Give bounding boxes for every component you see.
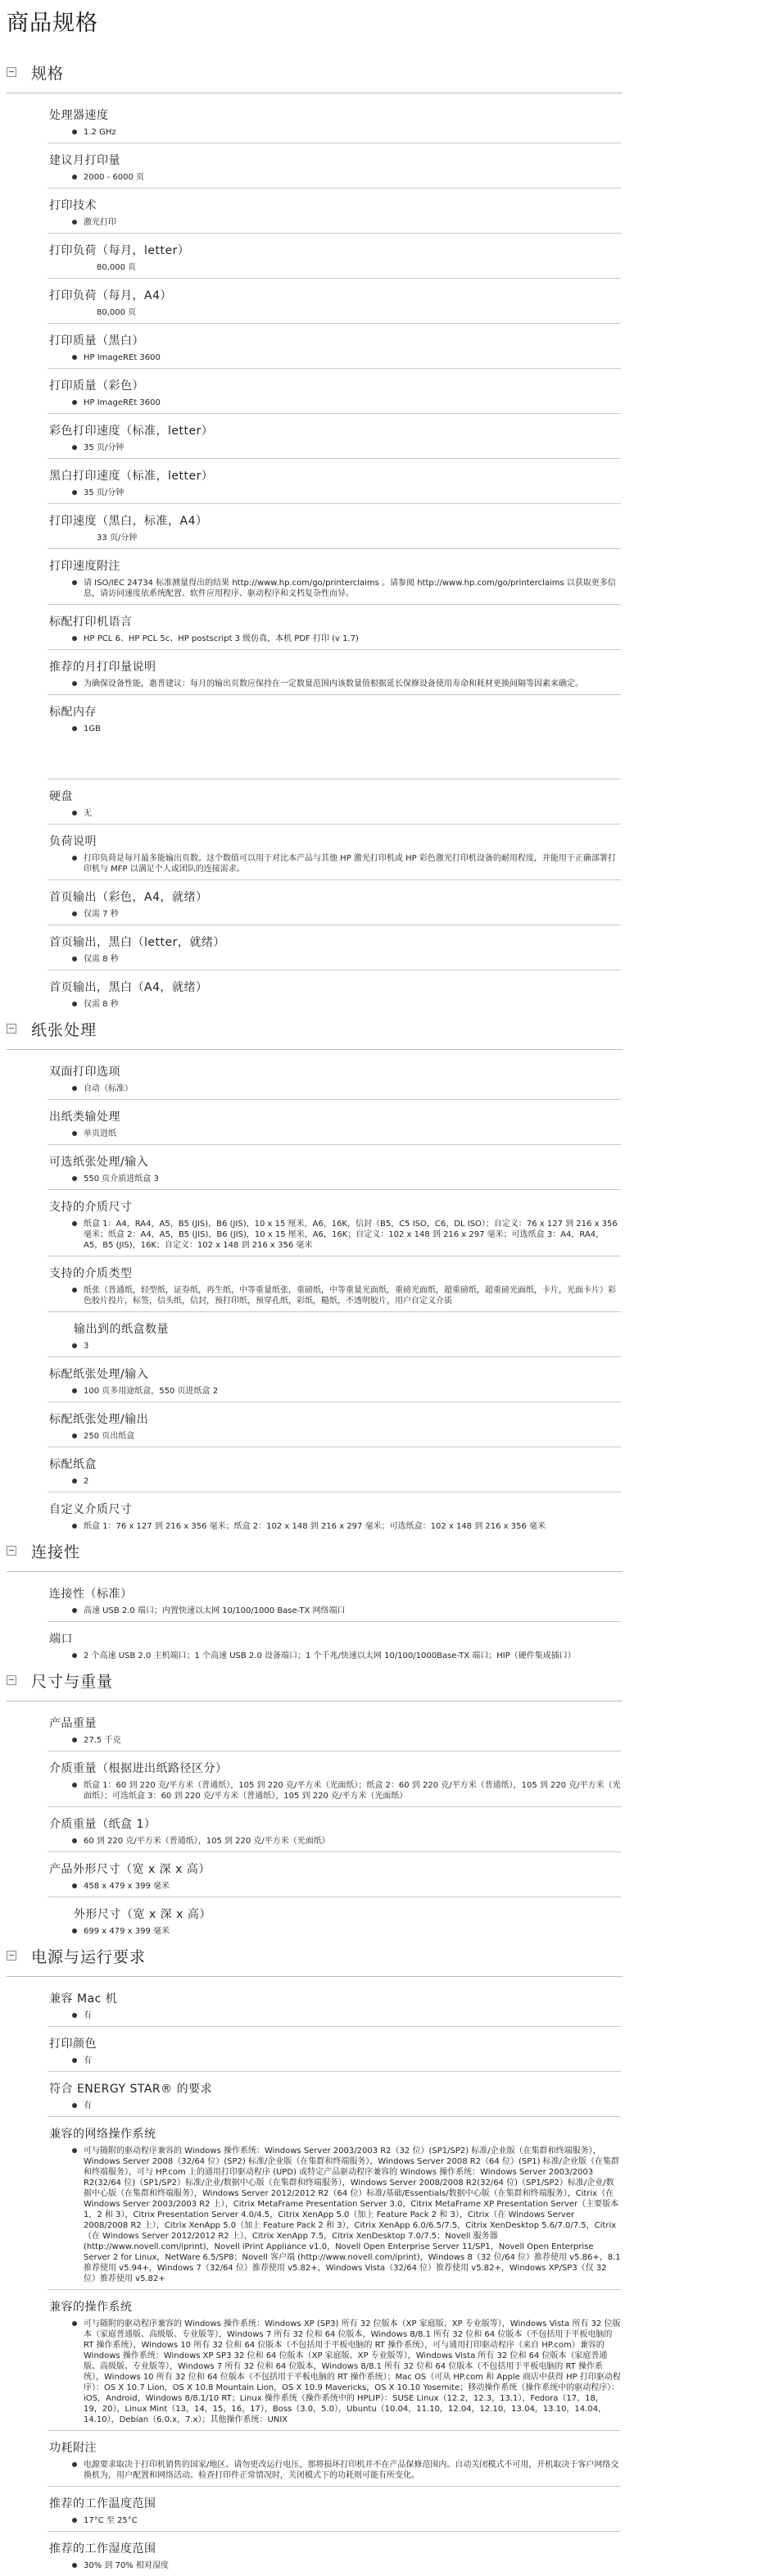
bullet-icon <box>72 1738 77 1742</box>
spec-value-text: 35 页/分钟 <box>84 443 125 452</box>
spec-value-text: 100 页多用途纸盒，550 页进纸盒 2 <box>84 1387 219 1396</box>
bullet-icon <box>72 726 77 731</box>
bullet-icon <box>72 1524 77 1529</box>
spec-label: 出纸类输处理 <box>49 1111 120 1124</box>
spec-value-text: 80,000 页 <box>97 263 137 272</box>
spec-value-text: 699 x 479 x 399 毫米 <box>84 1927 170 1936</box>
spec-label: 标配纸张处理/输出 <box>49 1413 149 1426</box>
spec-label: 打印质量（彩色） <box>49 379 144 393</box>
spec-value-text: 可与随附的驱动程序兼容的 Windows 操作系统：Windows XP (SP3) 所有 32 位版本（XP 家庭版、XP 专业版等），Windows Vista 所有 32 位版本（家庭普通版、高级版、专业版等），Windows 7 所有 32 位和 64 位版本，Windows 8/8.1 所有 32 位和 64 位版本（不包括用于平板电脑的 RT 操作系统），Windows 10 所有 32 位和 64 位版本（不包括用于平板电脑的 RT 操作系统），可与通用打印驱动程序（来自 HP.com）兼容的 Windows 操作系统：Windows XP SP3 32 位和 64 位版本（XP 家庭版、XP 专业版等），Windows Vista 所有 32 位和 64 位版本（家庭普通版、高级版、专业版等），Windows 7 所有 32 位和 64 位版本，Windows 8/8.1 所有 32 位和 64 位版本（不包括用于平板电脑的 RT 操作系统），Windows 10 所有 32 位和 64 位版本（不包括用于平板电脑的 RT 操作系统）；Mac OS（可从 HP.com 和 Apple 商店中获得 HP 打印驱动程序）：OS X 10.7 Lion，OS X 10.8 Mountain Lion，OS X 10.9 Mavericks，OS X 10.10 Yosemite；移动操作系统（操作系统中的驱动程序）：iOS，Android，Windows 8/8.1/10 RT；Linux 操作系统（操作系统中的 HPLIP）：SUSE Linux（12.2，12.3，13.1），Fedora（17，18，19，20），Linux Mint（13，14，15，16，17），Boss（3.0，5.0），Ubuntu（10.04，11.10，12.04，12.10，13.04，13.10，14.04，14.10），Debian（6.0.x，7.x）；其他操作系统：UNIX <box>84 2319 621 2424</box>
spec-label: 打印技术 <box>49 199 97 212</box>
bullet-icon <box>72 355 77 360</box>
section-title: 连接性 <box>31 1542 81 1561</box>
spec-label: 符合 ENERGY STAR® 的要求 <box>49 2083 213 2096</box>
section-header[interactable] <box>7 58 642 86</box>
spec-row <box>48 189 621 234</box>
bullet-icon <box>72 490 77 495</box>
spec-value <box>49 172 621 183</box>
section-divider <box>7 1976 623 1977</box>
spec-label: 双面打印选项 <box>49 1065 120 1079</box>
spec-label: 产品重量 <box>49 1717 97 1730</box>
spec-label: 兼容 Mac 机 <box>49 1992 118 2006</box>
bullet-icon <box>72 129 77 134</box>
spec-value <box>49 1084 621 1094</box>
spec-value <box>49 2460 621 2481</box>
spec-row <box>48 1312 621 1357</box>
spec-label: 打印负荷（每月，A4） <box>49 289 172 302</box>
spec-label: 负荷说明 <box>49 835 97 848</box>
bullet-icon <box>72 856 77 861</box>
bullet-icon <box>72 1343 77 1348</box>
spec-value <box>49 443 621 453</box>
spec-value-text: 仅需 8 秒 <box>84 1000 119 1009</box>
spec-row <box>48 2532 621 2576</box>
spec-value <box>49 127 621 138</box>
spec-label: 硬盘 <box>49 790 73 803</box>
spec-value-text: 打印负荷是每月最多能输出页数。这个数值可以用于对比本产品与其他 HP 激光打印机或 HP 彩色激光打印机设备的耐用程度，并能用于正确部署打印机与 MFP 以满足个人或团队的连接需求。 <box>84 854 616 874</box>
spec-row <box>48 1852 621 1897</box>
spec-label: 首页输出（彩色，A4，就绪） <box>49 891 208 904</box>
spec-value-text: 电源要求取决于打印机销售的国家/地区。请勿更改运行电压，那将损坏打印机并不在产品保修范围内。自动关闭模式不可用，开机取决于客户网络交换机为，用户配置和网络活动。检查打印件正常情况时，关闭模式下的功耗则可能有所变化。 <box>84 2460 619 2480</box>
spec-value <box>49 808 621 819</box>
spec-label: 打印负荷（每月，letter） <box>49 244 190 257</box>
spec-label: 介质重量（纸盒 1） <box>49 1818 156 1831</box>
spec-row <box>48 925 621 970</box>
spec-value-text: 2000 - 6000 页 <box>84 173 145 182</box>
spec-row <box>48 1706 621 1751</box>
spec-label: 端口 <box>49 1633 73 1646</box>
spec-value-text: 30% 到 70% 相对湿度 <box>84 2561 169 2570</box>
spec-value <box>49 2101 621 2111</box>
spec-value-text: 单页进纸 <box>84 1129 116 1138</box>
spec-value-text: 自动（标准） <box>84 1084 133 1093</box>
spec-value-text: 3 <box>84 1342 89 1351</box>
bullet-icon <box>72 1838 77 1843</box>
spec-label: 标配打印机语言 <box>49 616 133 629</box>
spec-label: 功耗附注 <box>49 2442 97 2455</box>
spec-label: 介质重量（根据进出纸路径区分） <box>49 1762 228 1775</box>
spec-value <box>49 217 621 228</box>
bullet-icon <box>72 1929 77 1933</box>
spec-row <box>48 1357 621 1402</box>
section-title: 纸张处理 <box>31 1020 97 1039</box>
spec-label: 彩色打印速度（标准，letter） <box>49 425 214 438</box>
spec-row <box>48 1055 621 1100</box>
spec-row <box>48 1145 621 1190</box>
spec-row <box>48 2072 621 2117</box>
spec-label: 标配纸盒 <box>49 1458 97 1471</box>
spec-label: 打印颜色 <box>49 2038 97 2051</box>
spec-value-text: 为确保设备性能，惠普建议：每月的输出页数应保持在一定数量范围内该数量值根据延长保修设备使用寿命和耗材更换间隔等因素来确定。 <box>84 679 583 688</box>
bullet-icon <box>72 1883 77 1888</box>
spec-value <box>49 488 621 498</box>
bullet-icon <box>72 1221 77 1226</box>
spec-row <box>48 1622 621 1666</box>
spec-value <box>49 1174 621 1184</box>
page-title: 商品规格 <box>7 11 98 36</box>
spec-row <box>48 2027 621 2072</box>
bullet-icon <box>72 2103 77 2108</box>
bullet-icon <box>72 2563 77 2568</box>
spec-value-text: 1GB <box>84 725 101 734</box>
spec-list <box>48 98 621 1015</box>
spec-label: 连接性（标准） <box>49 1588 133 1601</box>
spec-label: 首页输出，黑白（A4，就绪） <box>49 981 208 994</box>
collapse-icon[interactable] <box>7 1546 16 1556</box>
bullet-icon <box>72 2321 77 2326</box>
spec-label: 自定义介质尺寸 <box>49 1503 133 1516</box>
spec-value-text: 请 ISO/IEC 24734 标准测量得出的结果 http://www.hp.com/go/printerclaims 。请参阅 http://www.hp.com/go/printerclaims 以获取更多信息，请访问速度依系统配置、软件应用程序、驱动程序和文档复杂性而异。 <box>84 579 616 598</box>
spec-value <box>49 999 621 1010</box>
spec-value-text: 仅需 8 秒 <box>84 955 119 964</box>
spec-section <box>3 1015 642 1537</box>
spec-value-text: 无 <box>84 809 92 818</box>
spec-label: 推荐的工作温度范围 <box>49 2497 156 2510</box>
spec-value <box>49 262 621 273</box>
bullet-icon <box>72 1131 77 1136</box>
spec-value <box>49 1341 621 1352</box>
bullet-icon <box>72 1783 77 1788</box>
spec-row <box>48 1982 621 2027</box>
spec-value <box>49 1836 621 1847</box>
spec-value <box>49 1881 621 1892</box>
bullet-icon <box>72 681 77 686</box>
spec-value <box>49 1219 621 1251</box>
spec-value-text: 60 到 220 克/平方米（普通纸），105 到 220 克/平方米（光面纸） <box>84 1837 330 1846</box>
spec-value <box>49 1521 621 1532</box>
spec-value-text: HP ImageREt 3600 <box>84 398 161 407</box>
spec-row <box>48 970 621 1015</box>
bullet-icon <box>72 1479 77 1483</box>
spec-row <box>48 1897 621 1942</box>
section-title: 电源与运行要求 <box>31 1947 147 1966</box>
spec-row <box>48 825 621 880</box>
spec-label: 支持的介质类型 <box>49 1267 133 1280</box>
spec-value-text: 有 <box>84 2101 92 2110</box>
spec-row <box>48 1447 621 1492</box>
spec-value-text: 35 页/分钟 <box>84 488 125 497</box>
spec-value <box>49 2515 621 2526</box>
collapse-icon[interactable] <box>7 1675 16 1685</box>
spec-value-text: 2 个高速 USB 2.0 主机端口；1 个高速 USB 2.0 设备端口；1 个千兆/快速以太网 10/100/1000Base-TX 端口；HIP（硬件集成插口） <box>84 1651 576 1661</box>
bullet-icon <box>72 811 77 816</box>
spec-value <box>49 909 621 920</box>
spec-value <box>49 853 621 875</box>
bullet-icon <box>72 2058 77 2063</box>
spec-row <box>48 459 621 504</box>
spec-value <box>49 1285 621 1306</box>
spec-row <box>48 779 621 825</box>
spec-row <box>48 369 621 414</box>
spec-label: 推荐的月打印量说明 <box>49 661 156 674</box>
spec-label: 兼容的操作系统 <box>49 2301 133 2314</box>
spec-value <box>49 1780 621 1801</box>
spec-value-text: 458 x 479 x 399 毫米 <box>84 1882 170 1891</box>
spec-value-text: 纸盒 1：60 到 220 克/平方米（普通纸），105 到 220 克/平方米（光面纸）；纸盒 2：60 到 220 克/平方米（普通纸），105 到 220 克/平方米（光面纸）；可选纸盒 3：60 到 220 克/平方米（普通纸），105 到 220 克/平方米（光面纸） <box>84 1781 621 1801</box>
spec-value-text: 550 页介质进纸盒 3 <box>84 1174 159 1184</box>
spec-label: 产品外形尺寸（宽 x 深 x 高） <box>49 1863 211 1876</box>
section-header[interactable] <box>7 1537 642 1565</box>
bullet-icon <box>72 1608 77 1613</box>
spec-row <box>48 1256 621 1312</box>
spec-row <box>48 605 621 650</box>
bullet-icon <box>72 2462 77 2467</box>
spec-row <box>48 1402 621 1447</box>
spec-value <box>49 2056 621 2066</box>
spec-label: 建议月打印量 <box>49 154 120 167</box>
spec-row <box>48 234 621 279</box>
spec-label: 首页输出，黑白（letter，就绪） <box>49 936 225 949</box>
spec-list <box>48 1706 621 1942</box>
spec-row <box>48 98 621 143</box>
spec-value-text: 1.2 GHz <box>84 128 116 137</box>
spec-value <box>49 2146 621 2284</box>
spec-value-text: 17°C 至 25°C <box>84 2516 138 2525</box>
spec-row <box>48 2117 621 2290</box>
spec-value <box>49 398 621 408</box>
spec-value-text: 仅需 7 秒 <box>84 910 119 919</box>
spec-value <box>49 2560 621 2571</box>
spec-row <box>48 414 621 459</box>
sections-container <box>3 58 642 2576</box>
spec-value-text: 高速 USB 2.0 端口；内置快速以太网 10/100/1000 Base-TX 网络端口 <box>84 1606 346 1615</box>
section-header[interactable] <box>7 1942 642 1969</box>
spec-value-text: 纸盒 1：76 x 127 到 216 x 356 毫米；纸盒 2：102 x 148 到 216 x 297 毫米；可选纸盒：102 x 148 到 216 x 356 毫米 <box>84 1522 546 1531</box>
bullet-icon <box>72 400 77 405</box>
spec-value <box>49 533 621 543</box>
spec-row <box>48 1807 621 1852</box>
spec-label: 标配纸张处理/输入 <box>49 1368 149 1381</box>
bullet-icon <box>72 2518 77 2523</box>
spec-value-text: 33 页/分钟 <box>97 534 138 543</box>
spec-value <box>49 578 621 599</box>
section-divider <box>7 1571 623 1572</box>
bullet-icon <box>72 445 77 450</box>
section-divider <box>7 1049 623 1050</box>
spec-label: 推荐的工作湿度范围 <box>49 2542 156 2556</box>
spec-row <box>48 279 621 324</box>
spec-row <box>48 549 621 605</box>
spec-label: 可选纸张处理/输入 <box>49 1156 149 1169</box>
spec-label: 兼容的网络操作系统 <box>49 2128 156 2141</box>
spec-value-text: HP PCL 6、HP PCL 5c、HP postscript 3 级仿真，本机 PDF 打印 (v 1.7) <box>84 634 359 643</box>
collapse-icon[interactable] <box>7 1951 16 1960</box>
bullet-icon <box>72 1002 77 1006</box>
spec-page <box>0 5 642 2576</box>
spec-row <box>48 1492 621 1537</box>
spec-value <box>49 1386 621 1397</box>
section-header[interactable] <box>7 1015 642 1043</box>
section-title: 尺寸与重量 <box>31 1672 114 1691</box>
spec-value-text: HP ImageREt 3600 <box>84 353 161 362</box>
spec-list <box>48 1055 621 1537</box>
bullet-icon <box>72 1653 77 1658</box>
spec-row <box>48 2431 621 2487</box>
bullet-icon <box>72 1433 77 1438</box>
spec-value-text: 有 <box>84 2056 92 2065</box>
spec-row <box>48 1577 621 1622</box>
bullet-icon <box>72 2013 77 2018</box>
spec-value <box>49 352 621 363</box>
spec-section <box>3 1666 642 1942</box>
spec-row <box>48 1100 621 1145</box>
spec-value <box>49 724 621 734</box>
bullet-icon <box>72 956 77 961</box>
spec-value <box>49 1431 621 1442</box>
spec-value-text: 250 页出纸盒 <box>84 1432 135 1441</box>
spec-row <box>48 650 621 695</box>
spec-value-text: 激光打印 <box>84 218 116 227</box>
spec-label: 处理器速度 <box>49 109 109 122</box>
bullet-icon <box>72 1086 77 1091</box>
spec-label: 打印质量（黑白） <box>49 334 144 348</box>
spec-value <box>49 1926 621 1937</box>
spec-value-text: 可与随附的驱动程序兼容的 Windows 操作系统：Windows Server 2003/2003 R2（32 位）(SP1/SP2) 标准/企业版（在集群和终端服务），Windows Server 2008（32/64 位）(SP2) 标准/企业版（在集群和终端服务），Windows Server 2008 R2（64 位）(SP1) 标准/企业版（在集群和终端服务），可与 HP.com 上的通用打印驱动程序 (UPD) 或特定产品驱动程序兼容的 Windows 操作系统：Windows Server 2003/2003 R2(32/64 位)（SP1/SP2）标准/企业/数据中心版（在集群和终端服务），Windows Server 2008/2008 R2(32/64 位)（SP1/SP2）标准/企业/数据中心版（在集群和终端服务），Windows Server 2012/2012 R2（64 位）标准/基础/Essentials/数据中心版（在集群和终端服务），Citrix（在 Windows Server 2003/2003 R2 上），Citrix MetaFrame Presentation Server 3.0，Citrix MetaFrame XP Presentation Server（主要版本 1，2 和 3），Citrix Presentation Server 4.0/4.5，Citrix XenApp 5.0（加上 Feature Pack 2 和 3），Citrix（在 Windows Server 2008/2008 R2 上），Citrix XenApp 5.0（加上 Feature Pack 2 和 3），Citrix XenApp 6.0/6.5/7.5，Citrix XenDesktop 5.6/7.0/7.5，Citrix（在 Windows Server 2012/2012 R2 上），Citrix XenApp 7.5，Citrix XenDesktop 7.0/7.5；Novell 服务器 (http://www.novell.com/iprint)，Novell iPrint Appliance v1.0，Novell Open Enterprise Server 11/SP1，Novell Open Enterprise Server 2 for Linux，NetWare 6.5/SP8；Novell 客户端 (http://www.novell.com/iprint)，Windows 8（32 位/64 位）推荐使用 v5.86+，8.1 推荐使用 v5.94+，Windows 7（32/64 位）推荐使用 v5.82+，Windows Vista（32/64 位）推荐使用 v5.82+，Windows XP/SP3（仅 32 位）推荐使用 v5.82+ <box>84 2147 621 2283</box>
spec-row <box>48 2290 621 2431</box>
bullet-icon <box>72 580 77 585</box>
spec-section <box>3 58 642 1015</box>
spec-value-text: 2 <box>84 1477 89 1486</box>
spec-row <box>48 695 621 779</box>
spec-row <box>48 1190 621 1256</box>
bullet-icon <box>72 1388 77 1393</box>
bullet-icon <box>72 1176 77 1181</box>
spec-value <box>49 679 621 689</box>
spec-value-text: 27.5 千克 <box>84 1736 121 1745</box>
spec-value-text: 80,000 页 <box>97 308 137 317</box>
bullet-icon <box>72 1288 77 1293</box>
bullet-icon <box>72 636 77 641</box>
spec-row <box>48 324 621 369</box>
spec-label: 打印速度（黑白，标准，A4） <box>49 515 208 528</box>
spec-value <box>49 1129 621 1139</box>
bullet-icon <box>72 175 77 179</box>
spec-row <box>48 880 621 925</box>
spec-row <box>48 504 621 549</box>
spec-section <box>3 1537 642 1666</box>
spec-label: 打印速度附注 <box>49 560 120 573</box>
spec-row <box>48 1751 621 1807</box>
bullet-icon <box>72 911 77 916</box>
spec-list <box>48 1577 621 1666</box>
spec-value-text: 纸张（普通纸，轻型纸，证券纸，再生纸，中等重量纸张，重磅纸，中等重量光面纸，重磅光面纸，超重磅纸，超重磅光面纸，卡片，光面卡片）彩色胶片投片，标签，信头纸，信封，预打印纸，预穿孔纸，彩纸，糙纸，不透明胶片，用户自定义介质 <box>84 1286 616 1306</box>
spec-value <box>49 1606 621 1616</box>
collapse-icon[interactable] <box>7 67 16 77</box>
collapse-icon[interactable] <box>7 1024 16 1034</box>
spec-label: 黑白打印速度（标准，letter） <box>49 470 214 483</box>
spec-label: 外形尺寸（宽 x 深 x 高） <box>74 1908 211 1921</box>
spec-label: 标配内存 <box>49 706 97 719</box>
spec-value <box>49 1735 621 1746</box>
spec-value <box>49 2010 621 2021</box>
spec-row <box>48 143 621 189</box>
section-header[interactable] <box>7 1666 642 1694</box>
spec-value-text: 纸盒 1：A4，RA4，A5，B5 (JIS)，B6 (JIS)，10 x 15 厘米，A6，16K，信封（B5，C5 ISO，C6，DL ISO）；自定义：76 x 127 到 216 x 356 毫米；纸盒 2：A4，A5，B5 (JIS)，B6 (JIS)，10 x 15 厘米，A6，16K；自定义：102 x 148 到 216 x 297 毫米；可选纸盒 3：A4，RA4，A5，B5 (JIS)，16K；自定义：102 x 148 到 216 x 356 毫米 <box>84 1220 618 1250</box>
spec-value-text: 有 <box>84 2011 92 2020</box>
spec-list <box>48 1982 621 2576</box>
spec-value <box>49 634 621 644</box>
spec-value <box>49 1651 621 1661</box>
spec-label: 支持的介质尺寸 <box>49 1201 133 1214</box>
bullet-icon <box>72 220 77 225</box>
bullet-icon <box>72 2148 77 2153</box>
spec-value <box>49 1476 621 1487</box>
spec-value <box>49 954 621 965</box>
spec-label: 输出到的纸盒数量 <box>74 1323 169 1336</box>
section-title: 规格 <box>31 64 65 83</box>
spec-value <box>49 2319 621 2425</box>
spec-section <box>3 1942 642 2576</box>
spec-value <box>49 307 621 318</box>
spec-row <box>48 2487 621 2532</box>
